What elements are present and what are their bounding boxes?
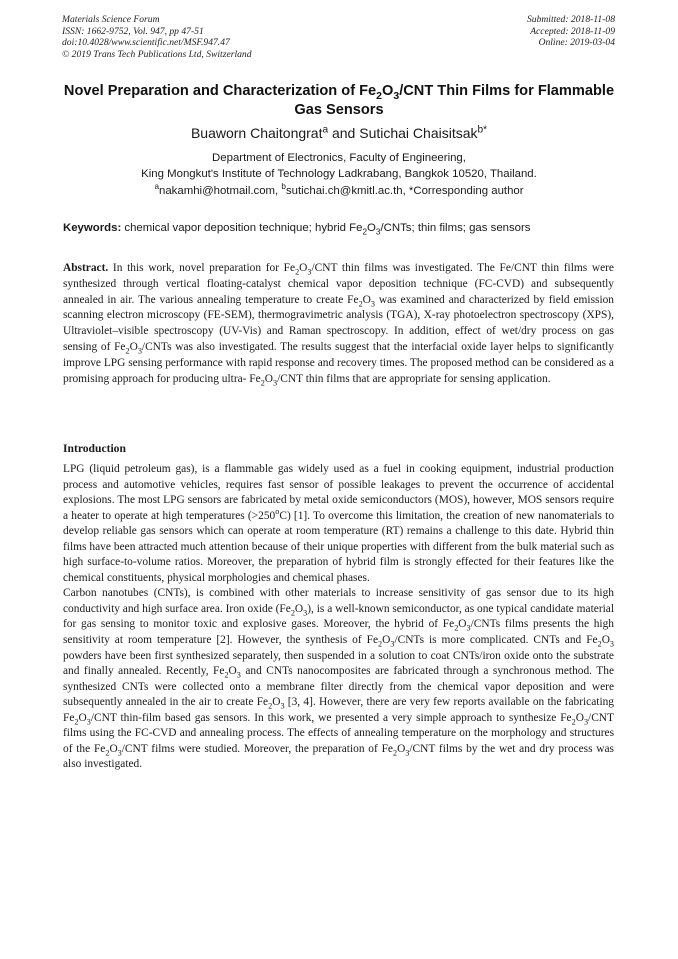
submission-dates — [527, 14, 615, 49]
journal-name: Materials Science Forum — [62, 14, 160, 25]
paragraph: LPG (liquid petroleum gas), is a flammable gas widely used as a fuel in cooking equipment, industrial production process and automotive vehicles, requires fast sensor of possible leakages to prevent the occurrence of accidental explosions. The most LPG sensors are fabricated by metal oxide semiconductors (MOS), however, MOS sensors require a heater to operate at high temperatures $(>250^oC)$ [1]. To overcome this limitation, the creation of new nanomaterials to develop reliable gas sensors which can operate at room temperature (RT) remains a challenge to this date. Hybrid thin films have been attracted much attention because of their unique properties with different from the bulk material such as high surface-to-volume ratios. Moreover, the preparation of hybrid film is strongly effected for their features like the chemical constituents, physical morphologies and chemical phases. — [63, 463, 615, 584]
submitted-date: Submitted: 2018-11-08 — [526, 14, 615, 25]
keywords: Keywords: chemical vapor deposition technique; hybrid $Fe_2O_3$/CNTs; thin films; gas sensors — [63, 222, 531, 237]
journal-info — [62, 14, 252, 60]
abstract-label: Abstract. — [63, 262, 109, 274]
issn-line: ISSN: 1662-9752, Vol. 947, pp 47-51 — [62, 25, 204, 37]
author-name: Sutichai Chaisitsak — [359, 125, 478, 141]
author-emails: $^a$nakamhi@hotmail.com, $^b$sutichai.ch@kmitl.ac.th, *Corresponding author — [154, 182, 524, 197]
copyright-line: © 2019 Trans Tech Publications Ltd, Switzerland — [62, 48, 252, 60]
introduction-body — [63, 462, 614, 773]
online-date: Online: 2019-03-04 — [538, 37, 615, 49]
paper-title: Novel Preparation and Characterization of $Fe_2O_3$/CNT Thin Films for Flammable Gas Sensors — [63, 83, 615, 118]
keywords-label: Keywords: — [63, 222, 122, 234]
paragraph: Carbon nanotubes (CNTs), is combined with other materials to increase sensitivity of gas sensor due to its high conductivity and high surface area. Iron oxide $(Fe_2O_3)$, is a well-known semiconductor, as one typical candidate material for gas sensing to monitor toxic and explosive gases. Moreover, the hybrid of $Fe_2O_3$/CNTs films presents the high sensitivity at room temperature [2]. However, the synthesis of $Fe_2O_3$/CNTs is more complicated. CNTs and $Fe_2O_3$ powders have been first synthesized separately, then suspended in a solution to coat CNTs/iron oxide onto the substrate and finally annealed. Recently, $Fe_2O_3$ and CNTs nanocomposites are fabricated through a synchronous method. The synthesized CNTs were collected onto a membrane filter directly from the chemical vapor deposition and were subsequently annealed in the air to create $Fe_2O_3$ [3, 4]. However, there are very few reports available on the fabricating $Fe_2O_3$/CNT thin-film based gas sensors. In this work, we presented a very simple approach to synthesize $Fe_2O_3$/CNT films using the FC-CVD and annealing process. The effects of annealing temperature on the morphology and structures of the $Fe_2O_3$/CNT films were studied. Moreover, the preparation of $Fe_2O_3$/CNT films by the wet and dry process was also investigated. — [63, 587, 615, 771]
section-heading: Introduction — [63, 442, 126, 455]
author-name: Buaworn Chaitongrat — [190, 125, 323, 141]
author-line: Buaworn Chaitongrat$^a$ and Sutichai Chaisitsak$^{b*}$ — [190, 124, 488, 141]
doi-line: doi:10.4028/www.scientific.net/MSF.947.47 — [62, 37, 230, 49]
accepted-date: Accepted: 2018-11-09 — [530, 25, 615, 37]
abstract: Abstract. In this work, novel preparation for $Fe_2O_3$/CNT thin films was investigated. The Fe/CNT thin films were synthesized through vertical floating-catalyst chemical vapor deposition technique (FC-CVD) and subsequently annealed in air. The various annealing temperature to create $Fe_2O_3$ was examined and characterized by field emission scanning electron microscopy (FE-SEM), thermogravimetric analysis (TGA), X-ray photoelectron spectroscopy (XPS), Ultraviolet–visible spectroscopy (UV-Vis) and Raman spectroscopy. In addition, effect of wet/dry process on gas sensing of $Fe_2O_3$/CNTs was also investigated. The results suggest that the interfacial oxide layer helps to significantly improve LPG sensing performance with rapid response and recovery times. The proposed method can be considered as a promising approach for producing ultra- $Fe_2O_3$/CNT thin films that are appropriate for sensing application. — [63, 262, 615, 387]
affiliation: Department of Electronics, Faculty of Engineering, King Mongkut's Institute of Technology Ladkrabang, Bangkok 10520, Thailand. — [141, 152, 537, 180]
